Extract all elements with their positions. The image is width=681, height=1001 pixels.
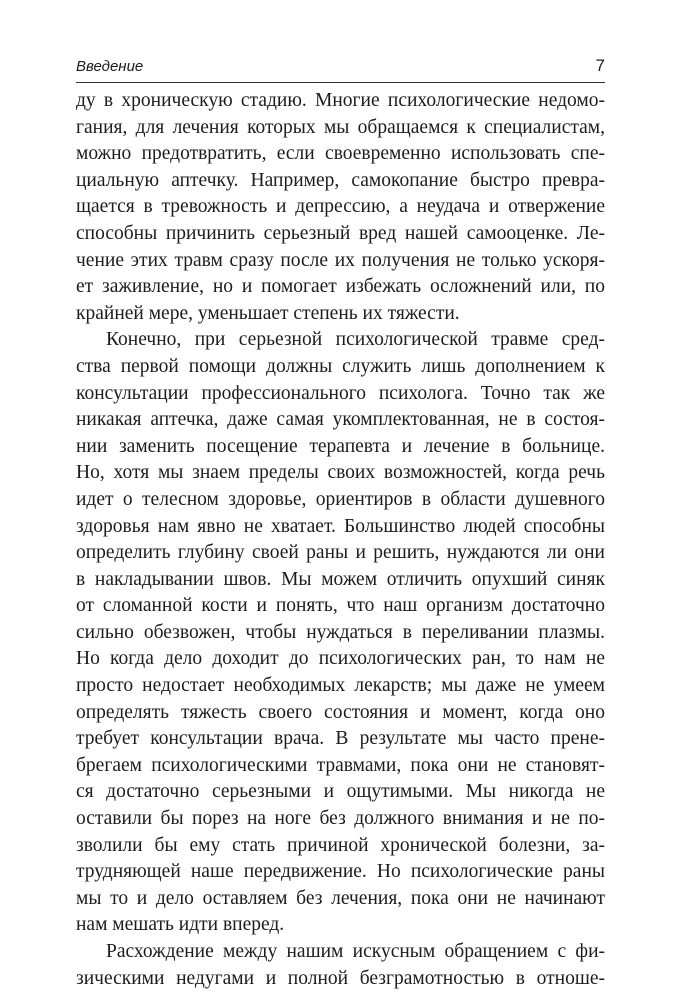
text-line: циальную аптечку. Например, самокопание быстро превра- — [76, 169, 605, 191]
text-line: можно предотвратить, если своевременно использовать спе- — [76, 143, 605, 165]
text-line: идет о телесном здоровье, ориентиров в области душевного — [76, 488, 605, 510]
text-line: трудняющей наше передвижение. Но психологические раны — [76, 861, 605, 883]
paragraph — [76, 327, 605, 939]
text-line: нии заменить посещение терапевта и лечение в больнице. — [76, 435, 605, 457]
text-line: Конечно, при серьезной психологической травме сред- — [106, 329, 605, 351]
text-line: крайней мере, уменьшает степень их тяжести. — [76, 302, 460, 324]
text-line: просто недостает необходимых лекарств; мы даже не умеем — [76, 675, 605, 697]
paragraph — [76, 939, 605, 992]
text-line: ся достаточно серьезными и ощутимыми. Мы никогда не — [76, 781, 605, 803]
text-line: брегаем психологическими травмами, пока они не становят- — [76, 754, 605, 776]
text-line: зволили бы ему стать причиной хронической болезни, за- — [76, 834, 605, 856]
running-header — [76, 58, 605, 80]
text-line: нам мешать идти вперед. — [76, 914, 285, 936]
page-number: 7 — [595, 56, 605, 75]
text-line: мы то и дело оставляем без лечения, пока они не начинают — [76, 887, 605, 909]
text-line: Но, хотя мы знаем пределы своих возможностей, когда речь — [76, 462, 605, 484]
paragraph — [76, 88, 605, 327]
text-line: определять тяжесть своего состояния и момент, когда оно — [76, 701, 605, 723]
text-line: никакая аптечка, даже самая укомплектованная, не в состоя- — [76, 409, 605, 431]
text-line: щается в тревожность и депрессию, а неудача и отвержение — [76, 196, 605, 218]
text-line: консультации профессионального психолога. Точно так же — [76, 382, 605, 404]
text-line: в накладывании швов. Мы можем отличить опухший синяк — [76, 568, 605, 590]
text-line: от сломанной кости и понять, что наш организм достаточно — [76, 595, 605, 617]
body-text — [76, 88, 605, 992]
text-line: чение этих травм сразу после их получения не только ускоря- — [76, 249, 605, 271]
text-line: требует консультации врача. В результате мы часто прене- — [76, 728, 605, 750]
text-line: сильно обезвожен, чтобы нуждаться в переливании плазмы. — [76, 621, 605, 643]
text-line: ду в хроническую стадию. Многие психологические недомо- — [76, 90, 605, 111]
text-line: Расхождение между нашим искусным обращением с фи- — [106, 941, 605, 962]
text-line: оставили бы порез на ноге без должного внимания и не по- — [76, 808, 605, 830]
text-line: способны причинить серьезный вред нашей самооценке. Ле- — [76, 222, 605, 244]
text-line: ет заживление, но и помогает избежать осложнений или, по — [76, 276, 605, 298]
header-divider — [76, 82, 605, 83]
text-line: ства первой помощи должны служить лишь дополнением к — [76, 355, 605, 377]
text-line: определить глубину своей раны и решить, нуждаются ли они — [76, 542, 605, 564]
chapter-title: Введение — [76, 58, 144, 75]
text-line: зическими недугами и полной безграмотностью в отноше- — [76, 967, 605, 989]
text-line: Но когда дело доходит до психологических ран, то нам не — [76, 648, 605, 670]
text-line: гания, для лечения которых мы обращаемся к специалистам, — [76, 116, 605, 138]
text-line: здоровья нам явно не хватает. Большинство людей способны — [76, 515, 605, 537]
